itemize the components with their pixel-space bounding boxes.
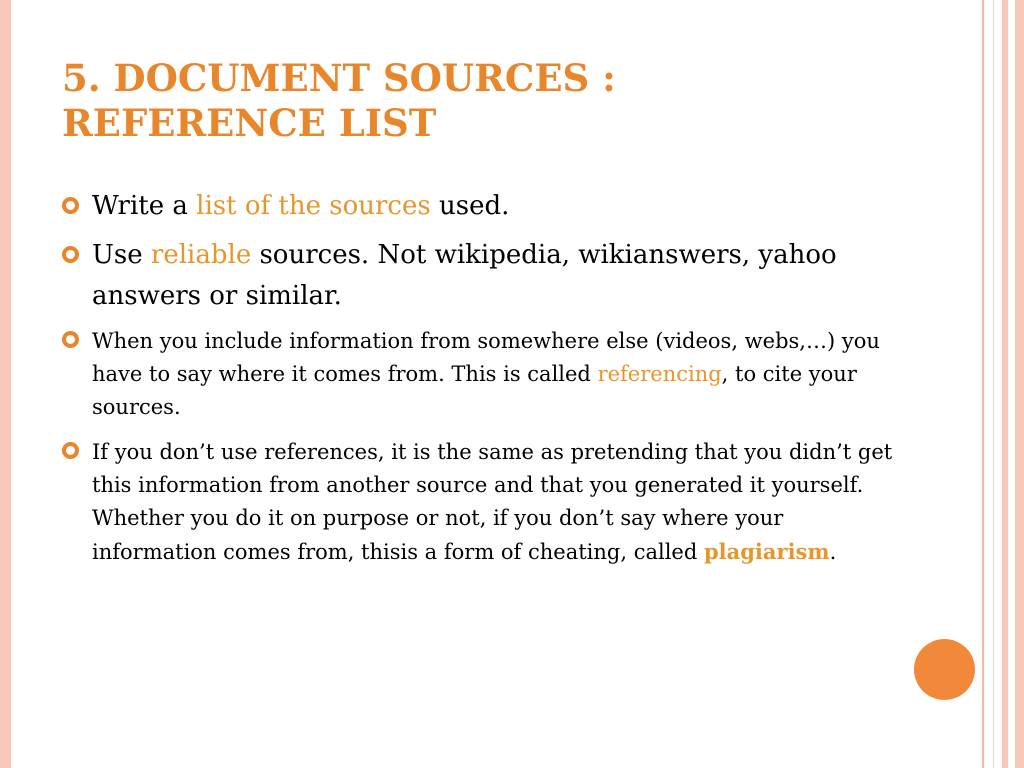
right-border-stripe [993,0,994,768]
right-border-stripe [1015,0,1024,768]
slide-title-line-1: 5. DOCUMENT SOURCES : [62,56,616,100]
bullet-text: Write a [92,191,197,221]
bullet-text: When you include information from somewhere else (videos, webs,…) you have to say where it comes from. This is called [92,329,880,386]
left-border-bar [0,0,11,768]
right-border-stripe [1002,0,1008,768]
bullet-text: Use [92,240,151,270]
orange-circle-icon [914,639,975,700]
bullet-text: , to cite your sources. [92,362,857,419]
bullet-text: used. [430,191,510,221]
bullet-list [60,186,910,581]
slide-title [62,56,942,146]
hollow-circle-icon [62,197,79,214]
bullet-text: If you don’t use references, it is the same as pretending that you didn’t get this information from another source and that you generated it yourself. Whether you do it on purpose or not, if you don’t say where your information comes from, thisis a form of cheating, called [92,440,893,564]
bullet-text: . [829,540,837,564]
hollow-circle-icon [62,246,79,263]
bullet-item-plagiarism [60,436,910,569]
bullet-highlight: referencing [597,362,722,386]
bullet-highlight: list of the sources [196,191,431,221]
bullet-item-reliable-sources [60,235,910,317]
bullet-highlight: reliable [150,240,252,270]
bullet-text: sources. Not wikipedia, wikianswers, yahoo answers or similar. [92,240,837,311]
bullet-item-list-sources [60,186,910,227]
slide-title-line-2: REFERENCE LIST [62,101,437,145]
right-border-stripe [982,0,984,768]
hollow-circle-icon [62,442,79,459]
hollow-circle-icon [62,331,79,348]
bullet-item-referencing [60,325,910,424]
bullet-highlight: plagiarism [703,539,830,564]
